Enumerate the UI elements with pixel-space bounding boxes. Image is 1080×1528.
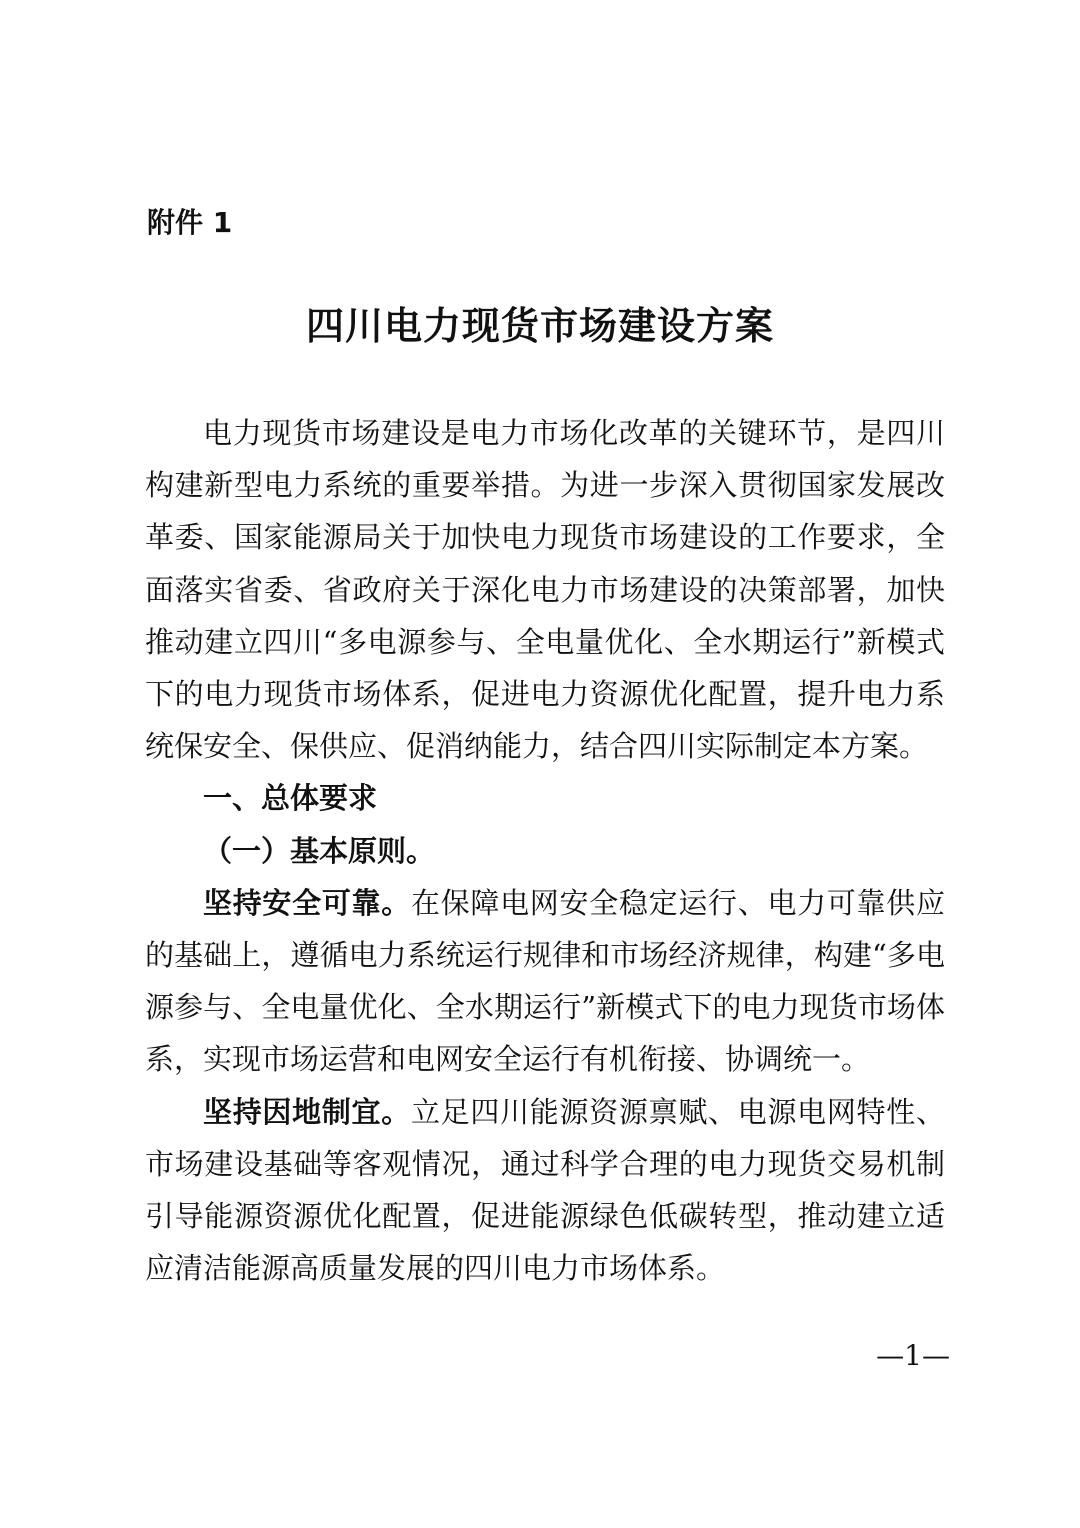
section-heading: 一、总体要求 xyxy=(203,781,378,816)
attachment-label: 附件 1 xyxy=(147,206,233,239)
principle-lead-local: 坚持因地制宜。 xyxy=(203,1094,411,1129)
intro-paragraph: 电力现货市场建设是电力市场化改革的关键环节，是四川构建新型电力系统的重要举措。为进一步深入贯彻国家发展改革委、国家能源局关于加快电力现货市场建设的工作要求，全面落实省委、省政府关于深化电力市场建设的决策部署，加快推动建立四川“多电源参与、全电量优化、全水期运行”新模式下的电力现货市场体系，促进电力资源优化配置，提升电力系统保安全、保供应、促消纳能力，结合四川实际制定本方案。 xyxy=(145,416,945,764)
page-number: —1— xyxy=(876,1339,950,1372)
principle-lead-safety: 坚持安全可靠。 xyxy=(203,885,411,920)
document-body xyxy=(145,407,945,1294)
subsection-heading: （一）基本原则。 xyxy=(203,833,436,868)
principle-text-local: 立足四川能源资源禀赋、电源电网特性、市场建设基础等客观情况，通过科学合理的电力现货交易机制引导能源资源优化配置，促进能源绿色低碳转型，推动建立适应清洁能源高质量发展的四川电力市场体系。 xyxy=(145,1094,945,1286)
principle-text-safety: 在保障电网安全稳定运行、电力可靠供应的基础上，遵循电力系统运行规律和市场经济规律，构建“多电源参与、全电量优化、全水期运行”新模式下的电力现货市场体系，实现市场运营和电网安全运行有机衔接、协调统一。 xyxy=(145,885,945,1077)
principle-paragraph-safety xyxy=(145,877,945,1086)
principle-paragraph-local xyxy=(145,1086,945,1295)
document-title: 四川电力现货市场建设方案 xyxy=(305,303,774,348)
